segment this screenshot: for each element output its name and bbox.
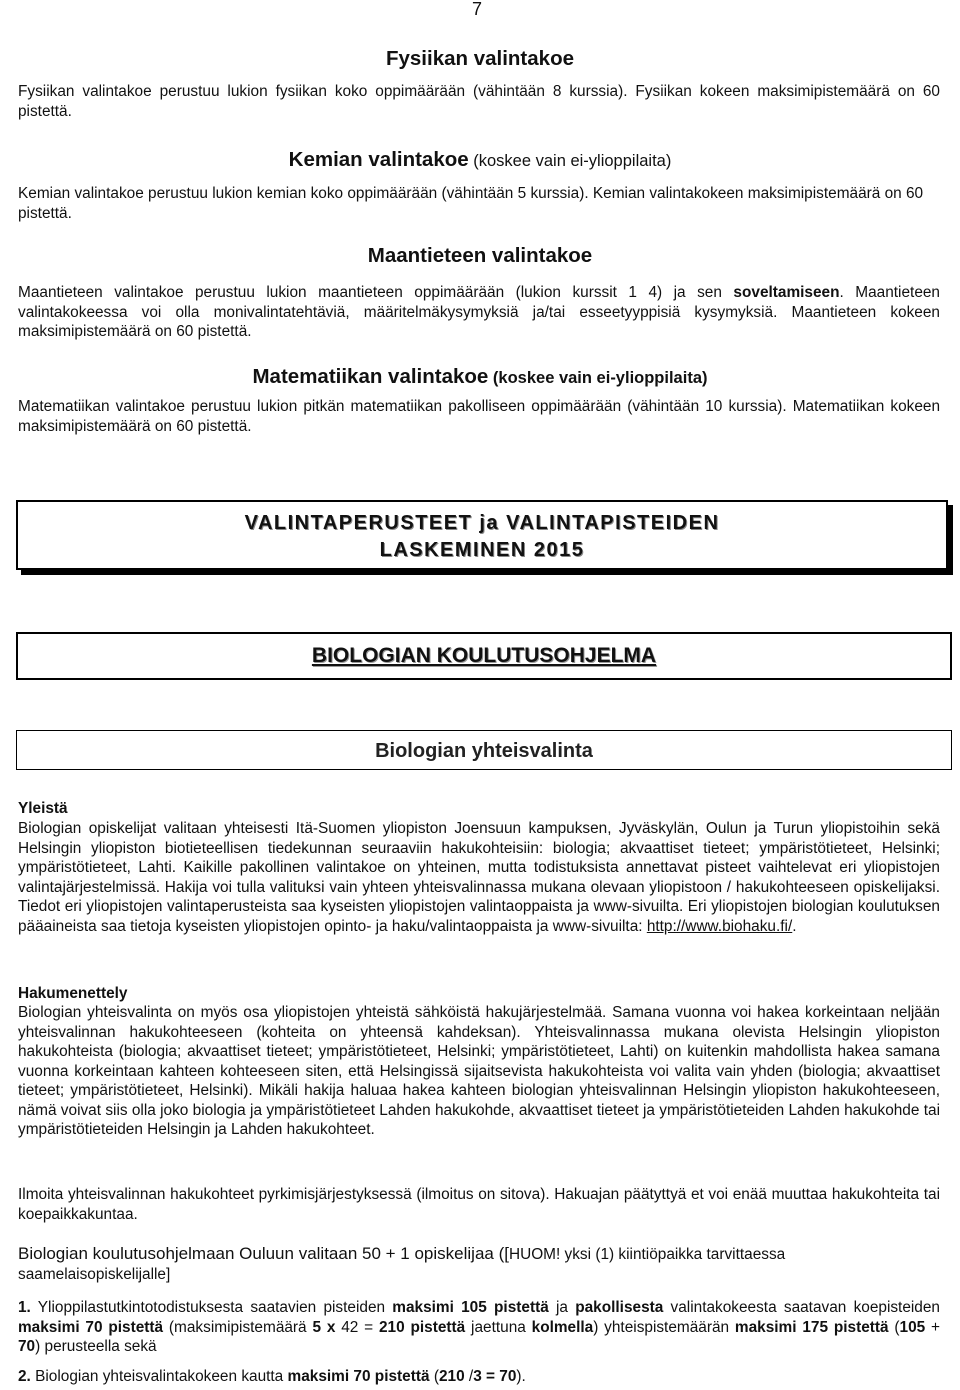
oulu-intro-main: Biologian koulutusohjelmaan Ouluun valitaan 50 + 1 opiskelijaa ([ (18, 1244, 509, 1263)
banner-line-1: VALINTAPERUSTEET ja VALINTAPISTEIDEN (244, 512, 720, 534)
matematiikka-title: Matematiikan valintakoe (252, 365, 489, 388)
item1-h: ) yhteispistemäärän (593, 1318, 735, 1336)
oulu-huom: HUOM! yksi (1) kiintiöpaikka tarvittaessa saamelaisopiskelijalle] (18, 1246, 786, 1283)
banner-box (16, 500, 952, 574)
matematiikka-heading (0, 367, 960, 389)
oulu-item-1 (18, 1298, 940, 1357)
item1-e: (maksimipistemäärä (163, 1318, 313, 1336)
maantiede-text-a: Maantieteen valintakoe perustuu lukion maantieteen oppimäärään (lukion kurssit 1 4) ja sen (18, 284, 734, 301)
oulu-intro (18, 1244, 940, 1284)
fysiikka-text: Fysiikan valintakoe perustuu lukion fysiikan koko oppimäärään (vähintään 8 kurssia). Fysiikan kokeen maksimipistemäärä on 60 pistettä. (18, 83, 940, 120)
banner-line-2: LASKEMINEN 2015 (379, 539, 585, 561)
item1-g: jaettuna (465, 1318, 532, 1336)
banner (16, 500, 948, 570)
kemia-title-note: (koskee vain ei-ylioppilaita) (468, 152, 672, 170)
hakumenettely-text2: Ilmoita yhteisvalinnan hakukohteet pyrkimisjärjestyksessä (ilmoitus on sitova). Hakuajan päätyttyä et voi enää muuttaa hakukohteita tai koepaikkakuntaa. (18, 1186, 940, 1223)
item2-c: ( (429, 1368, 439, 1385)
kemia-text: Kemian valintakoe perustuu lukion kemian koko oppimäärään (vähintään 5 kurssia). Kemian valintakokeen maksimipistemäärä on 60 pistettä. (18, 185, 924, 222)
maantiede-text-b: . Maantieteen valintakokeessa voi olla monivalintatehtäviä, määritelmäkysymyksiä ja/tai esseetyyppisiä kysymyksiä. Maantieteen kokeen maksimipistemäärä on 60 pistettä. (18, 284, 940, 340)
yleista-body: Biologian opiskelijat valitaan yhteisesti Itä-Suomen yliopiston Joensuun kampuksen, Jyväskylän, Oulun ja Turun yliopistoihin sekä Helsingin yliopiston biotieteellisen tiedekunnan seuraaviin hakukohteisiin: biologia; akvaattiset tieteet; ympäristötieteet, Helsinki; ympäristötieteet, Lahti. Kaikille pakollinen valintakoe on yhteinen, mutta todistuksista annettavat pisteet vaihtelevat eri yliopistojen valintajärjestelmissä. Hakija voi tulla valituksi vain yhteen yhteisvalinnassa mukana olevaan yliopistoon / hakukohteeseen opiskelijaksi. Tiedot eri yliopistojen valintaperusteista saa kyseisten yliopistojen valintaoppaista ja www-sivuilta. Eri yliopistojen biologian koulutuksen pääaineista saa tietoja kyseisten yliopistojen opinto- ja haku/valintaoppaista ja www-sivuilta: (18, 820, 940, 935)
item2-a: Biologian yhteisvalintakokeen kautta (30, 1368, 288, 1385)
maantiede-text (18, 283, 940, 342)
program-title: BIOLOGIAN KOULUTUSOHJELMA (16, 632, 952, 680)
hakumenettely-text: Biologian yhteisvalinta on myös osa yliopistojen yhteistä sähköistä hakujärjestelmää. Samana vuonna voi hakea korkeintaan neljään yhteisvalinnan hakukohteeseen (kohteita on yhteensä kahdeksan). Yhteisvalinnassa mukana olevista Helsingin yliopiston hakukohteista (biologia; akvaattiset tieteet; ympäristötieteet, Helsinki; ympäristötieteet, Lahti) on kuitenkin mahdollista hakea samana vuonna korkeintaan kahteen kohteeseen siten, että Helsingissä sijaitsevista hakukohteista voi valita vain yhden (biologia; akvaattiset tieteet; ympäristötieteet, Helsinki). Mikäli hakija haluaa hakea kahteen biologian yhteisvalinnan Helsingin yliopiston hakukohteeseen, nämä voivat siis olla joko biologia ja ympäristötieteet Lahden hakukohde, akvaattiset tieteet ja ympäristötieteiden Lahden hakukohde tai ympäristötieteiden Helsingin ja Lahden hakukohteet. (18, 1004, 940, 1138)
item2-e: / (464, 1368, 474, 1385)
maantiede-text-bold: soveltamiseen (733, 284, 840, 301)
yleista-text (18, 819, 940, 936)
item1-f: 42 = (335, 1318, 379, 1336)
kemia-title: Kemian valintakoe (288, 148, 469, 171)
oulu-item-2 (18, 1367, 940, 1387)
item1-b6: kolmella (531, 1318, 594, 1336)
item1-b1: maksimi 105 pistettä (392, 1299, 549, 1316)
fysiikka-heading: Fysiikan valintakoe (385, 47, 574, 70)
item1-b9: 70 (18, 1338, 36, 1355)
item2-g: ). (516, 1368, 526, 1385)
page-number: 7 (472, 0, 483, 19)
matematiikka-text: Matematiikan valintakoe perustuu lukion pitkän matematiikan pakolliseen oppimäärään (vähintään 10 kurssia). Matematiikan kokeen maksimipistemäärä on 60 pistettä. (18, 398, 940, 435)
item1-a: Ylioppilastutkintotodistuksesta saatavien pisteiden (30, 1299, 393, 1316)
item1-b2: pakollisesta (575, 1299, 664, 1316)
item2-number: 2. (18, 1368, 31, 1385)
matematiikka-title-note: (koskee vain ei-ylioppilaita) (488, 369, 708, 387)
item1-i: ( (888, 1318, 900, 1336)
yleista-end: . (792, 917, 797, 935)
maantiede-heading: Maantieteen valintakoe (367, 244, 593, 267)
yleista-heading: Yleistä (18, 800, 68, 817)
item1-k: ) perusteella sekä (35, 1338, 157, 1355)
item1-c: ja (548, 1299, 576, 1316)
item1-d: valintakokeesta saatavan koepisteiden (663, 1299, 940, 1316)
biohaku-link[interactable]: http://www.biohaku.fi/ (646, 917, 793, 935)
item2-f: 3 = 70 (473, 1368, 517, 1385)
item1-number: 1. (18, 1299, 31, 1316)
section-title: Biologian yhteisvalinta (16, 730, 952, 770)
item2-d: 210 (438, 1368, 465, 1385)
hakumenettely-heading: Hakumenettely (18, 985, 128, 1002)
item2-b: maksimi 70 pistettä (287, 1368, 430, 1385)
item1-b7: maksimi 175 pistettä (734, 1318, 889, 1336)
item1-b3: maksimi 70 pistettä (18, 1318, 164, 1336)
item1-b5: 210 pistettä (378, 1318, 466, 1336)
kemia-heading (0, 150, 960, 172)
item1-j: + (925, 1318, 941, 1336)
item1-b8: 105 (899, 1318, 926, 1336)
item1-b4: 5 x (312, 1318, 336, 1336)
